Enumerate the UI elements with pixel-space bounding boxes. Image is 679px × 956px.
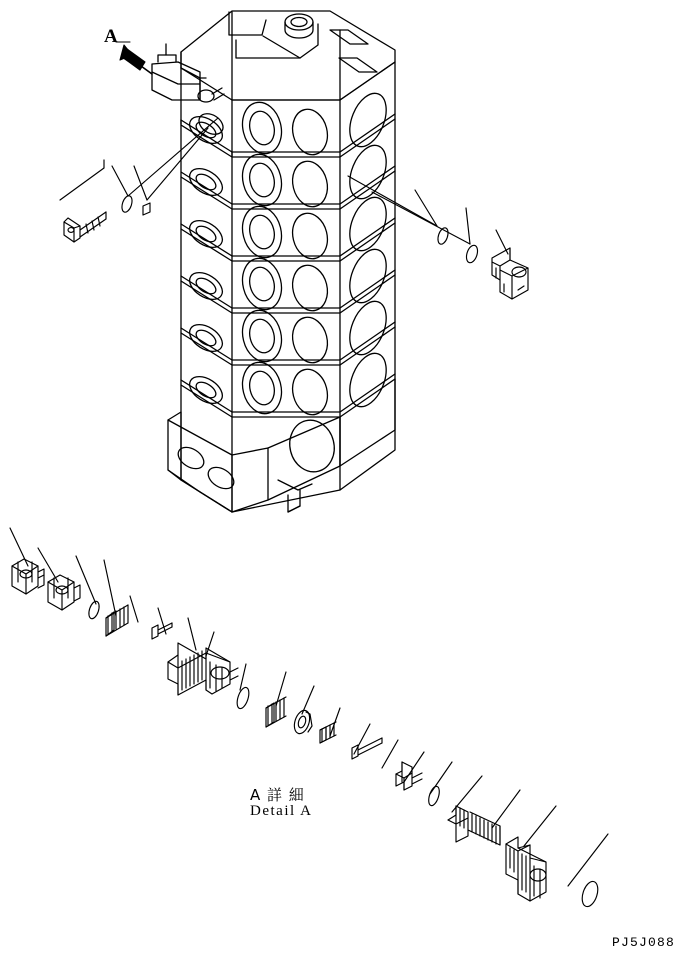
pin-upper-left <box>143 203 150 215</box>
detail-a-assembly <box>10 528 608 909</box>
hex-nut-detail <box>48 575 80 610</box>
valve-body-detail <box>168 643 238 695</box>
spring-detail <box>106 605 128 636</box>
cap-nut-detail <box>12 559 44 594</box>
spring-detail-3 <box>320 722 336 743</box>
threaded-sleeve-detail <box>448 806 500 845</box>
section-arrow-a <box>116 42 152 74</box>
o-ring-upper-left <box>120 195 134 214</box>
spring-detail-2 <box>266 697 286 727</box>
far-right-face-ports <box>343 88 394 412</box>
seat-washer-detail <box>292 708 313 735</box>
main-valve-block <box>152 11 395 512</box>
plug-fitting-upper-right <box>492 248 528 299</box>
o-ring-upper-right <box>436 227 479 265</box>
o-ring-detail-2 <box>235 686 251 710</box>
o-ring-detail-1 <box>87 600 101 620</box>
section-label-a: A <box>104 26 118 47</box>
detail-caption-english: Detail A <box>250 803 313 819</box>
part-code-label: PJ5J088 <box>612 935 676 950</box>
spool-detail <box>396 762 422 790</box>
set-screw-detail <box>152 623 172 639</box>
socket-bolt-part <box>64 212 106 242</box>
right-face-ports <box>237 98 332 418</box>
left-face-ports <box>185 111 227 409</box>
plug-detail-final <box>579 879 600 908</box>
end-cap-detail <box>506 837 546 901</box>
detail-caption-japanese: A 詳 細 <box>250 786 305 804</box>
